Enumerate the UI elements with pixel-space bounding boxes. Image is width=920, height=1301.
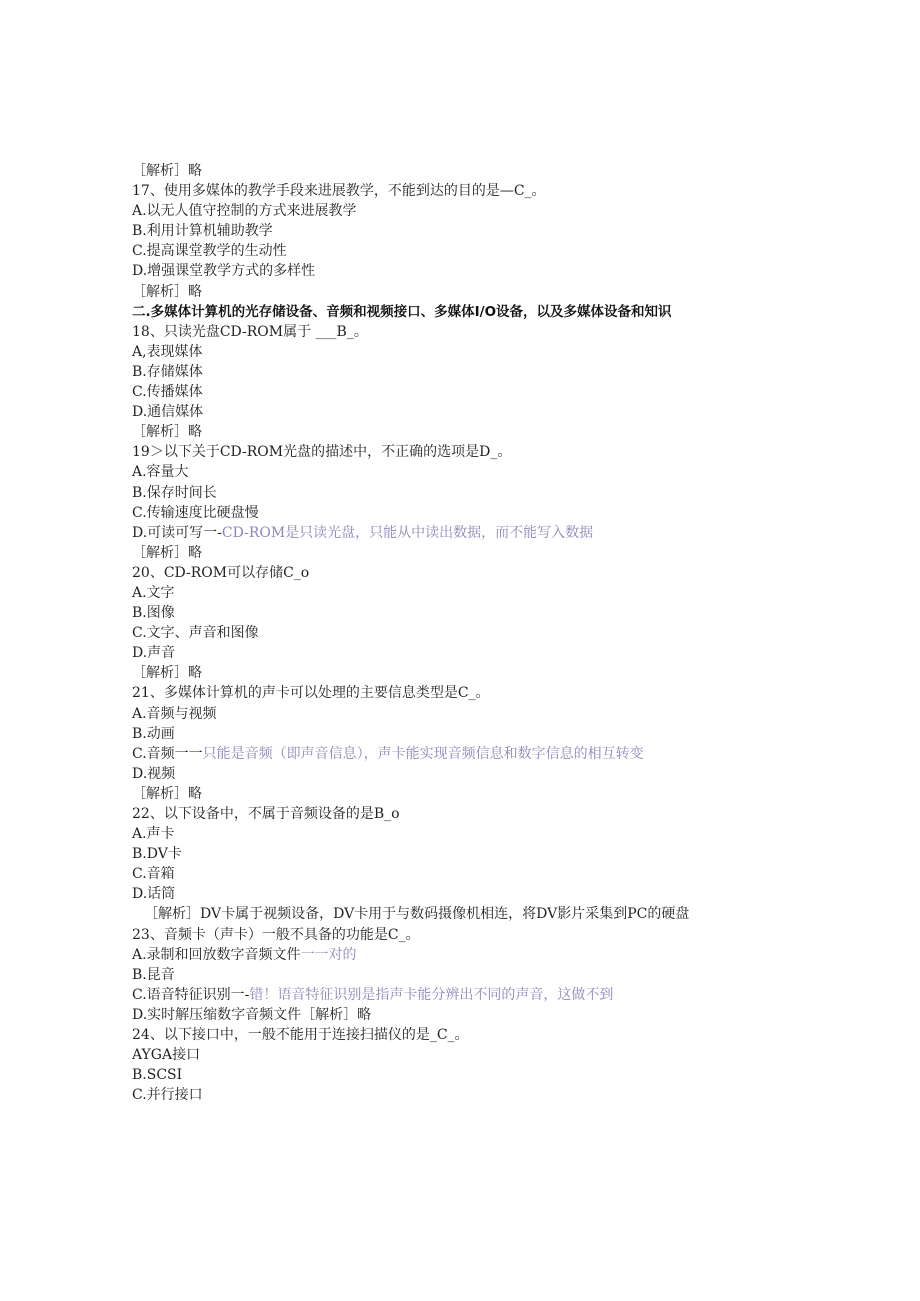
answer-note: CD-ROM是只读光盘，只能从中读出数据，而不能写入数据 bbox=[221, 524, 594, 541]
option-line: D.声音 bbox=[132, 645, 176, 662]
option-line: D.增强课堂教学方式的多样性 bbox=[132, 263, 316, 280]
option-line: A.声卡 bbox=[132, 826, 175, 843]
option-line: A.容量大 bbox=[132, 464, 189, 481]
option-line: B.DV卡 bbox=[132, 846, 182, 863]
question-20: 20、CD-ROM可以存储C_o bbox=[132, 564, 310, 581]
option-line: C.传播媒体 bbox=[132, 384, 203, 401]
question-23: 23、音频卡（声卡）一般不具备的功能是C_。 bbox=[132, 926, 420, 943]
option-line: B.利用计算机辅助教学 bbox=[132, 223, 273, 240]
section-heading: 二.多媒体计算机的光存储设备、音频和视频接口、多媒体I/O设备，以及多媒体设备和知识 bbox=[132, 303, 672, 320]
option-line: A.文字 bbox=[132, 584, 175, 601]
option-line: AYGA接口 bbox=[132, 1047, 201, 1064]
option-line: A.音频与视频 bbox=[132, 705, 217, 722]
option-line: C.语音特征识别一-错！语音特征识别是指声卡能分辨出不同的声音，这做不到 bbox=[132, 986, 614, 1003]
analysis-line: ［解析］略 bbox=[132, 544, 202, 561]
analysis-line: ［解析］DV卡属于视频设备，DV卡用于与数码摄像机相连，将DV影片采集到PC的硬盘 bbox=[144, 906, 690, 923]
option-line: C.并行接口 bbox=[132, 1087, 203, 1104]
answer-note: 错！语音特征识别是指声卡能分辨出不同的声音，这做不到 bbox=[249, 986, 614, 1003]
option-line: C.提高课堂教学的生动性 bbox=[132, 243, 287, 260]
option-line: C.音频一一只能是音频（即声音信息），声卡能实现音频信息和数字信息的相互转变 bbox=[132, 745, 644, 762]
question-21: 21、多媒体计算机的声卡可以处理的主要信息类型是C_。 bbox=[132, 685, 490, 702]
option-line: B.昆音 bbox=[132, 966, 175, 983]
option-line: B.SCSI bbox=[132, 1067, 183, 1084]
analysis-line: ［解析］略 bbox=[132, 785, 202, 802]
option-line: D.通信媒体 bbox=[132, 404, 204, 421]
option-line: B.动画 bbox=[132, 725, 175, 742]
answer-note: 一一对的 bbox=[300, 946, 357, 963]
option-line: C.文字、声音和图像 bbox=[132, 625, 259, 642]
option-line: C.音箱 bbox=[132, 866, 175, 883]
option-line: D.视频 bbox=[132, 765, 176, 782]
option-line: D.可读可写一-CD-ROM是只读光盘，只能从中读出数据，而不能写入数据 bbox=[132, 524, 594, 541]
option-line: B.保存时间长 bbox=[132, 484, 217, 501]
option-line: A.录制和回放数字音频文件一一对的 bbox=[132, 946, 357, 963]
option-line: A,表现媒体 bbox=[132, 343, 203, 360]
option-line: D.实时解压缩数字音频文件［解析］略 bbox=[132, 1006, 372, 1023]
answer-note: 只能是音频（即声音信息），声卡能实现音频信息和数字信息的相互转变 bbox=[202, 745, 644, 762]
question-19: 19＞以下关于CD-ROM光盘的描述中，不正确的选项是D_。 bbox=[132, 444, 512, 461]
analysis-line: ［解析］略 bbox=[132, 283, 202, 300]
analysis-line: ［解析］略 bbox=[132, 424, 202, 441]
option-line: B.图像 bbox=[132, 605, 175, 622]
question-18: 18、只读光盘CD-ROM属于 ___B_。 bbox=[132, 323, 368, 340]
option-line: B.存储媒体 bbox=[132, 363, 203, 380]
option-line: D.话筒 bbox=[132, 886, 176, 903]
question-24: 24、以下接口中，一般不能用于连接扫描仪的是_C_。 bbox=[132, 1027, 469, 1044]
analysis-line: ［解析］略 bbox=[132, 163, 202, 179]
document-body bbox=[132, 161, 792, 1105]
option-line: C.传输速度比硬盘慢 bbox=[132, 504, 259, 521]
question-17: 17、使用多媒体的教学手段来进展教学，不能到达的目的是—C_。 bbox=[132, 183, 546, 200]
option-line: A.以无人值守控制的方式来进展教学 bbox=[132, 203, 357, 220]
analysis-line: ［解析］略 bbox=[132, 665, 202, 682]
question-22: 22、以下设备中，不属于音频设备的是B_o bbox=[132, 806, 400, 822]
